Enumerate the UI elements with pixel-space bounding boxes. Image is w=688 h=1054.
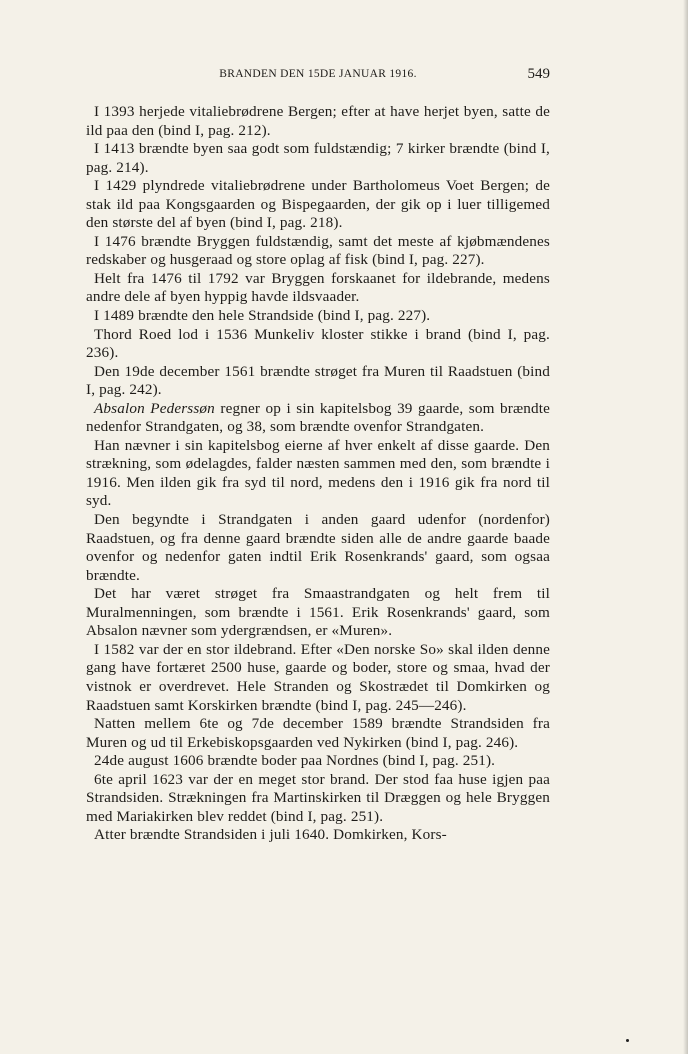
- page-header: [86, 68, 550, 86]
- paragraph-1623: 6te april 1623 var der en meget stor brand. Der stod faa huse igjen paa Strandsiden. Strækningen fra Martinskirken til Dræggen og hele Bryggen med Mariakirken blev reddet (bind I, pag. 251).: [86, 770, 550, 825]
- paragraph-1476: I 1476 brændte Bryggen fuldstændig, samt det meste af kjøbmændenes redskaber og husgeraad og store oplag af fisk (bind I, pag. 227).: [86, 232, 550, 269]
- body-text: [86, 103, 550, 845]
- paragraph-1413: I 1413 brændte byen saa godt som fuldstændig; 7 kirker brændte (bind I, pag. 214).: [86, 140, 550, 176]
- paragraph-1476-1792: Helt fra 1476 til 1792 var Bryggen forskaanet for ildebrande, medens andre dele af byen hyppig havde ildsvaader.: [86, 269, 550, 306]
- paragraph-1582: I 1582 var der en stor ildebrand. Efter «Den norske So» skal ilden denne gang have fortæret 2500 huse, gaarde og boder, store og smaa, hvad der vistnok er overdrevet. Hele Stranden og Skostrædet til Domkirken og Raadstuen samt Korskirken brændte (bind I, pag. 245—246).: [86, 640, 550, 714]
- paragraph-kapitelsbog: Han nævner i sin kapitelsbog eierne af hver enkelt af disse gaarde. Den strækning, som ødelagdes, falder næsten sammen med den, som brændte i 1916. Men ilden gik fra syd til nord, medens den i 1916 gik fra nord til syd.: [86, 436, 550, 510]
- paragraph-smaastrandgaten: Det har været strøget fra Smaastrandgaten og helt frem til Muralmenningen, som brændte i 1561. Erik Rosenkrands' gaard, som Absalon nævner som ydergrændsen, er «Muren».: [86, 585, 550, 640]
- running-title: BRANDEN DEN 15DE JANUAR 1916.: [219, 68, 417, 80]
- paragraph-strandgaten: Den begyndte i Strandgaten i anden gaard udenfor (nordenfor) Raadstuen, og fra denne gaard brændte siden alle de andre gaarde baade ovenfor og nedenfor gaten indtil Erik Rosenkrands' gaard, som ogsaa brændte.: [86, 511, 550, 584]
- paragraph-1536: Thord Roed lod i 1536 Munkeliv kloster stikke i brand (bind I, pag. 236).: [86, 325, 550, 362]
- paragraph-1640: Atter brændte Strandsiden i juli 1640. Domkirken, Kors-: [94, 826, 447, 844]
- paragraph-absalon: [86, 400, 550, 437]
- paragraph-1589: Natten mellem 6te og 7de december 1589 brændte Strandsiden fra Muren og ud til Erkebiskopsgaarden ved Nykirken (bind I, pag. 246).: [86, 715, 550, 751]
- paper-speck: [626, 1039, 629, 1042]
- paragraph-absalon-text: regner op i sin kapitelsbog 39 gaarde, som brændte nedenfor Strandgaten, og 38, som brændte ovenfor Strandgaten.: [86, 399, 550, 436]
- paragraph-1393: I 1393 herjede vitaliebrødrene Bergen; efter at have herjet byen, satte de ild paa den (bind I, pag. 212).: [86, 103, 550, 139]
- page-edge-shadow: [683, 0, 688, 1054]
- paragraph-1606: 24de august 1606 brændte boder paa Nordnes (bind I, pag. 251).: [94, 752, 496, 770]
- paragraph-1429: I 1429 plyndrede vitaliebrødrene under Bartholomeus Voet Bergen; de stak ild paa Kongsgaarden og Bispegaarden, der gik op i luer tilligemed den største del af byen (bind I, pag. 218).: [86, 177, 550, 232]
- paragraph-1489: I 1489 brændte den hele Strandside (bind I, pag. 227).: [94, 307, 431, 325]
- author-name-italic: Absalon Pederssøn: [94, 399, 215, 417]
- page-number: 549: [527, 66, 550, 82]
- paragraph-1561: Den 19de december 1561 brændte strøget fra Muren til Raadstuen (bind I, pag. 242).: [86, 362, 550, 399]
